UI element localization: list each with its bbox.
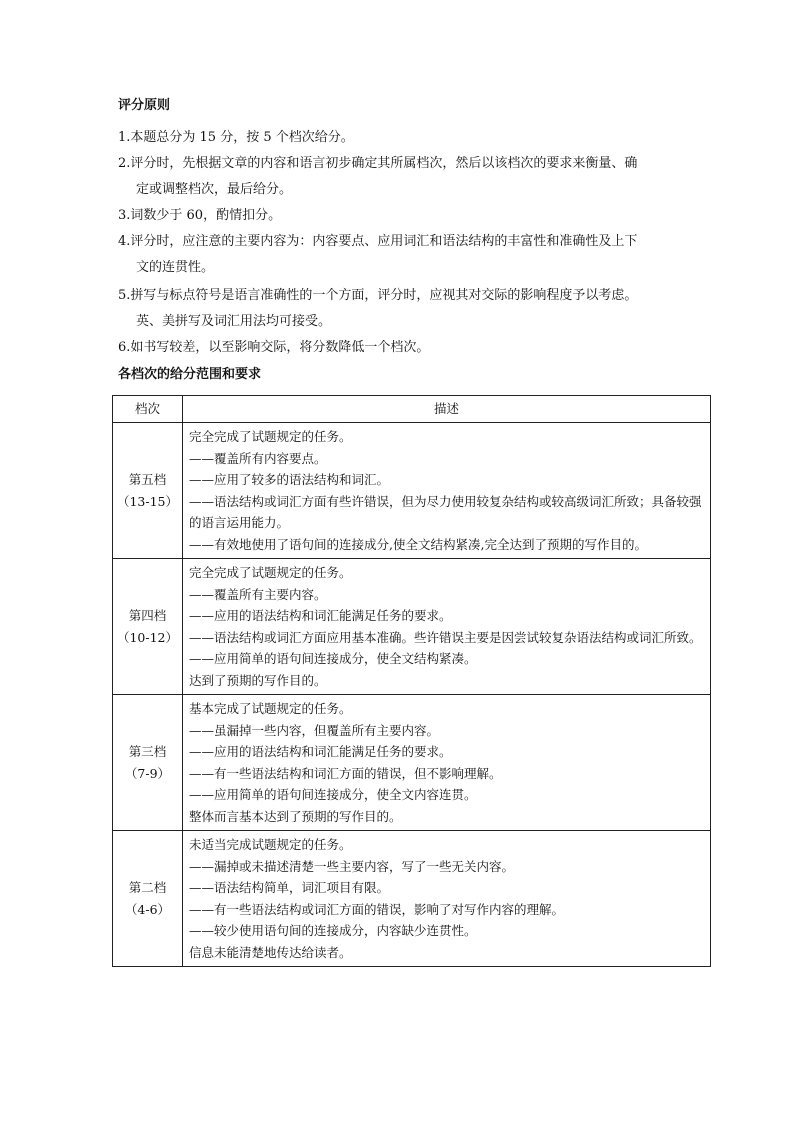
level-name: 第二档 — [128, 879, 167, 895]
desc-line: 信息未能清楚地传达给读者。 — [189, 944, 352, 960]
level-range: （13-15） — [116, 493, 179, 509]
desc-line: ——覆盖所有内容要点。 — [189, 450, 327, 466]
desc-line: ——漏掉或未描述清楚一些主要内容，写了一些无关内容。 — [189, 858, 515, 874]
level-name: 第四档 — [128, 607, 167, 623]
desc-line: ——语法结构简单，词汇项目有限。 — [189, 880, 390, 895]
desc-line: 达到了预期的写作目的。 — [189, 672, 327, 688]
levels-title: 各档次的给分范围和要求 — [118, 367, 262, 382]
level-cell — [113, 831, 183, 967]
desc-line: 未适当完成试题规定的任务。 — [189, 837, 352, 852]
table-header-row — [113, 396, 711, 423]
principle-3: 3.词数少于 60，酌情扣分。 — [118, 208, 282, 223]
principle-4: 4.评分时，应注意的主要内容为：内容要点、应用词汇和语法结构的丰富性和准确性及上下 — [118, 234, 638, 249]
table-row — [113, 559, 711, 695]
principle-6: 6.如书写较差，以至影响交际，将分数降低一个档次。 — [118, 340, 430, 355]
table-row — [113, 423, 711, 559]
desc-line: 完全完成了试题规定的任务。 — [189, 429, 352, 444]
desc-line: ——应用简单的语句间连接成分，使全文结构紧凑。 — [189, 651, 477, 666]
level-cell — [113, 695, 183, 831]
desc-line: ——语法结构或词汇方面应用基本准确。些许错误主要是因尝试较复杂语法结构或词汇所致。 — [189, 629, 702, 645]
description-cell — [183, 559, 711, 695]
header-description: 描述 — [183, 396, 711, 423]
desc-line: ——较少使用语句间的连接成分，内容缺少连贯性。 — [189, 923, 477, 938]
desc-line: ——应用的语法结构和词汇能满足任务的要求。 — [189, 608, 452, 623]
desc-line: ——应用了较多的语法结构和词汇。 — [189, 472, 390, 487]
table-row — [113, 831, 711, 967]
level-range: （10-12） — [116, 629, 179, 645]
principle-2: 2.评分时，先根据文章的内容和语言初步确定其所属档次，然后以该档次的要求来衡量、确 — [118, 156, 638, 171]
principle-5-continued: 英、美拼写及词汇用法均可接受。 — [136, 314, 332, 329]
desc-line: ——有一些语法结构和词汇方面的错误，但不影响理解。 — [189, 765, 502, 781]
description-cell — [183, 423, 711, 559]
desc-line: ——虽漏掉一些内容，但覆盖所有主要内容。 — [189, 722, 440, 738]
level-name: 第三档 — [128, 743, 167, 759]
desc-line: 完全完成了试题规定的任务。 — [189, 565, 352, 580]
principle-2-continued: 定或调整档次，最后给分。 — [136, 182, 293, 197]
grading-table — [112, 395, 711, 967]
desc-line: ——有效地使用了语句间的连接成分,使全文结构紧凑,完全达到了预期的写作目的。 — [189, 536, 647, 552]
desc-line: ——语法结构或词汇方面有些许错误，但为尽力使用较复杂结构或较高级词汇所致；具备较强的语言运用能力。 — [189, 493, 702, 530]
level-cell — [113, 559, 183, 695]
principle-4-continued: 文的连贯性。 — [136, 260, 215, 275]
level-name: 第五档 — [128, 471, 167, 487]
desc-line: ——有一些语法结构或词汇方面的错误，影响了对写作内容的理解。 — [189, 901, 565, 917]
desc-line: ——应用的语法结构和词汇能满足任务的要求。 — [189, 744, 452, 759]
level-cell — [113, 423, 183, 559]
desc-line: 基本完成了试题规定的任务。 — [189, 701, 352, 716]
table-row — [113, 695, 711, 831]
description-cell — [183, 695, 711, 831]
desc-line: ——应用简单的语句间连接成分，使全文内容连贯。 — [189, 787, 477, 802]
principle-5: 5.拼写与标点符号是语言准确性的一个方面，评分时，应视其对交际的影响程度予以考虑。 — [118, 288, 638, 303]
principle-1: 1.本题总分为 15 分，按 5 个档次给分。 — [118, 130, 354, 145]
desc-line: 整体而言基本达到了预期的写作目的。 — [189, 808, 402, 824]
description-cell — [183, 831, 711, 967]
principles-title: 评分原则 — [118, 98, 171, 113]
level-range: （7-9） — [124, 765, 171, 781]
level-range: （4-6） — [124, 901, 171, 917]
header-level: 档次 — [113, 396, 183, 423]
desc-line: ——覆盖所有主要内容。 — [189, 586, 327, 602]
